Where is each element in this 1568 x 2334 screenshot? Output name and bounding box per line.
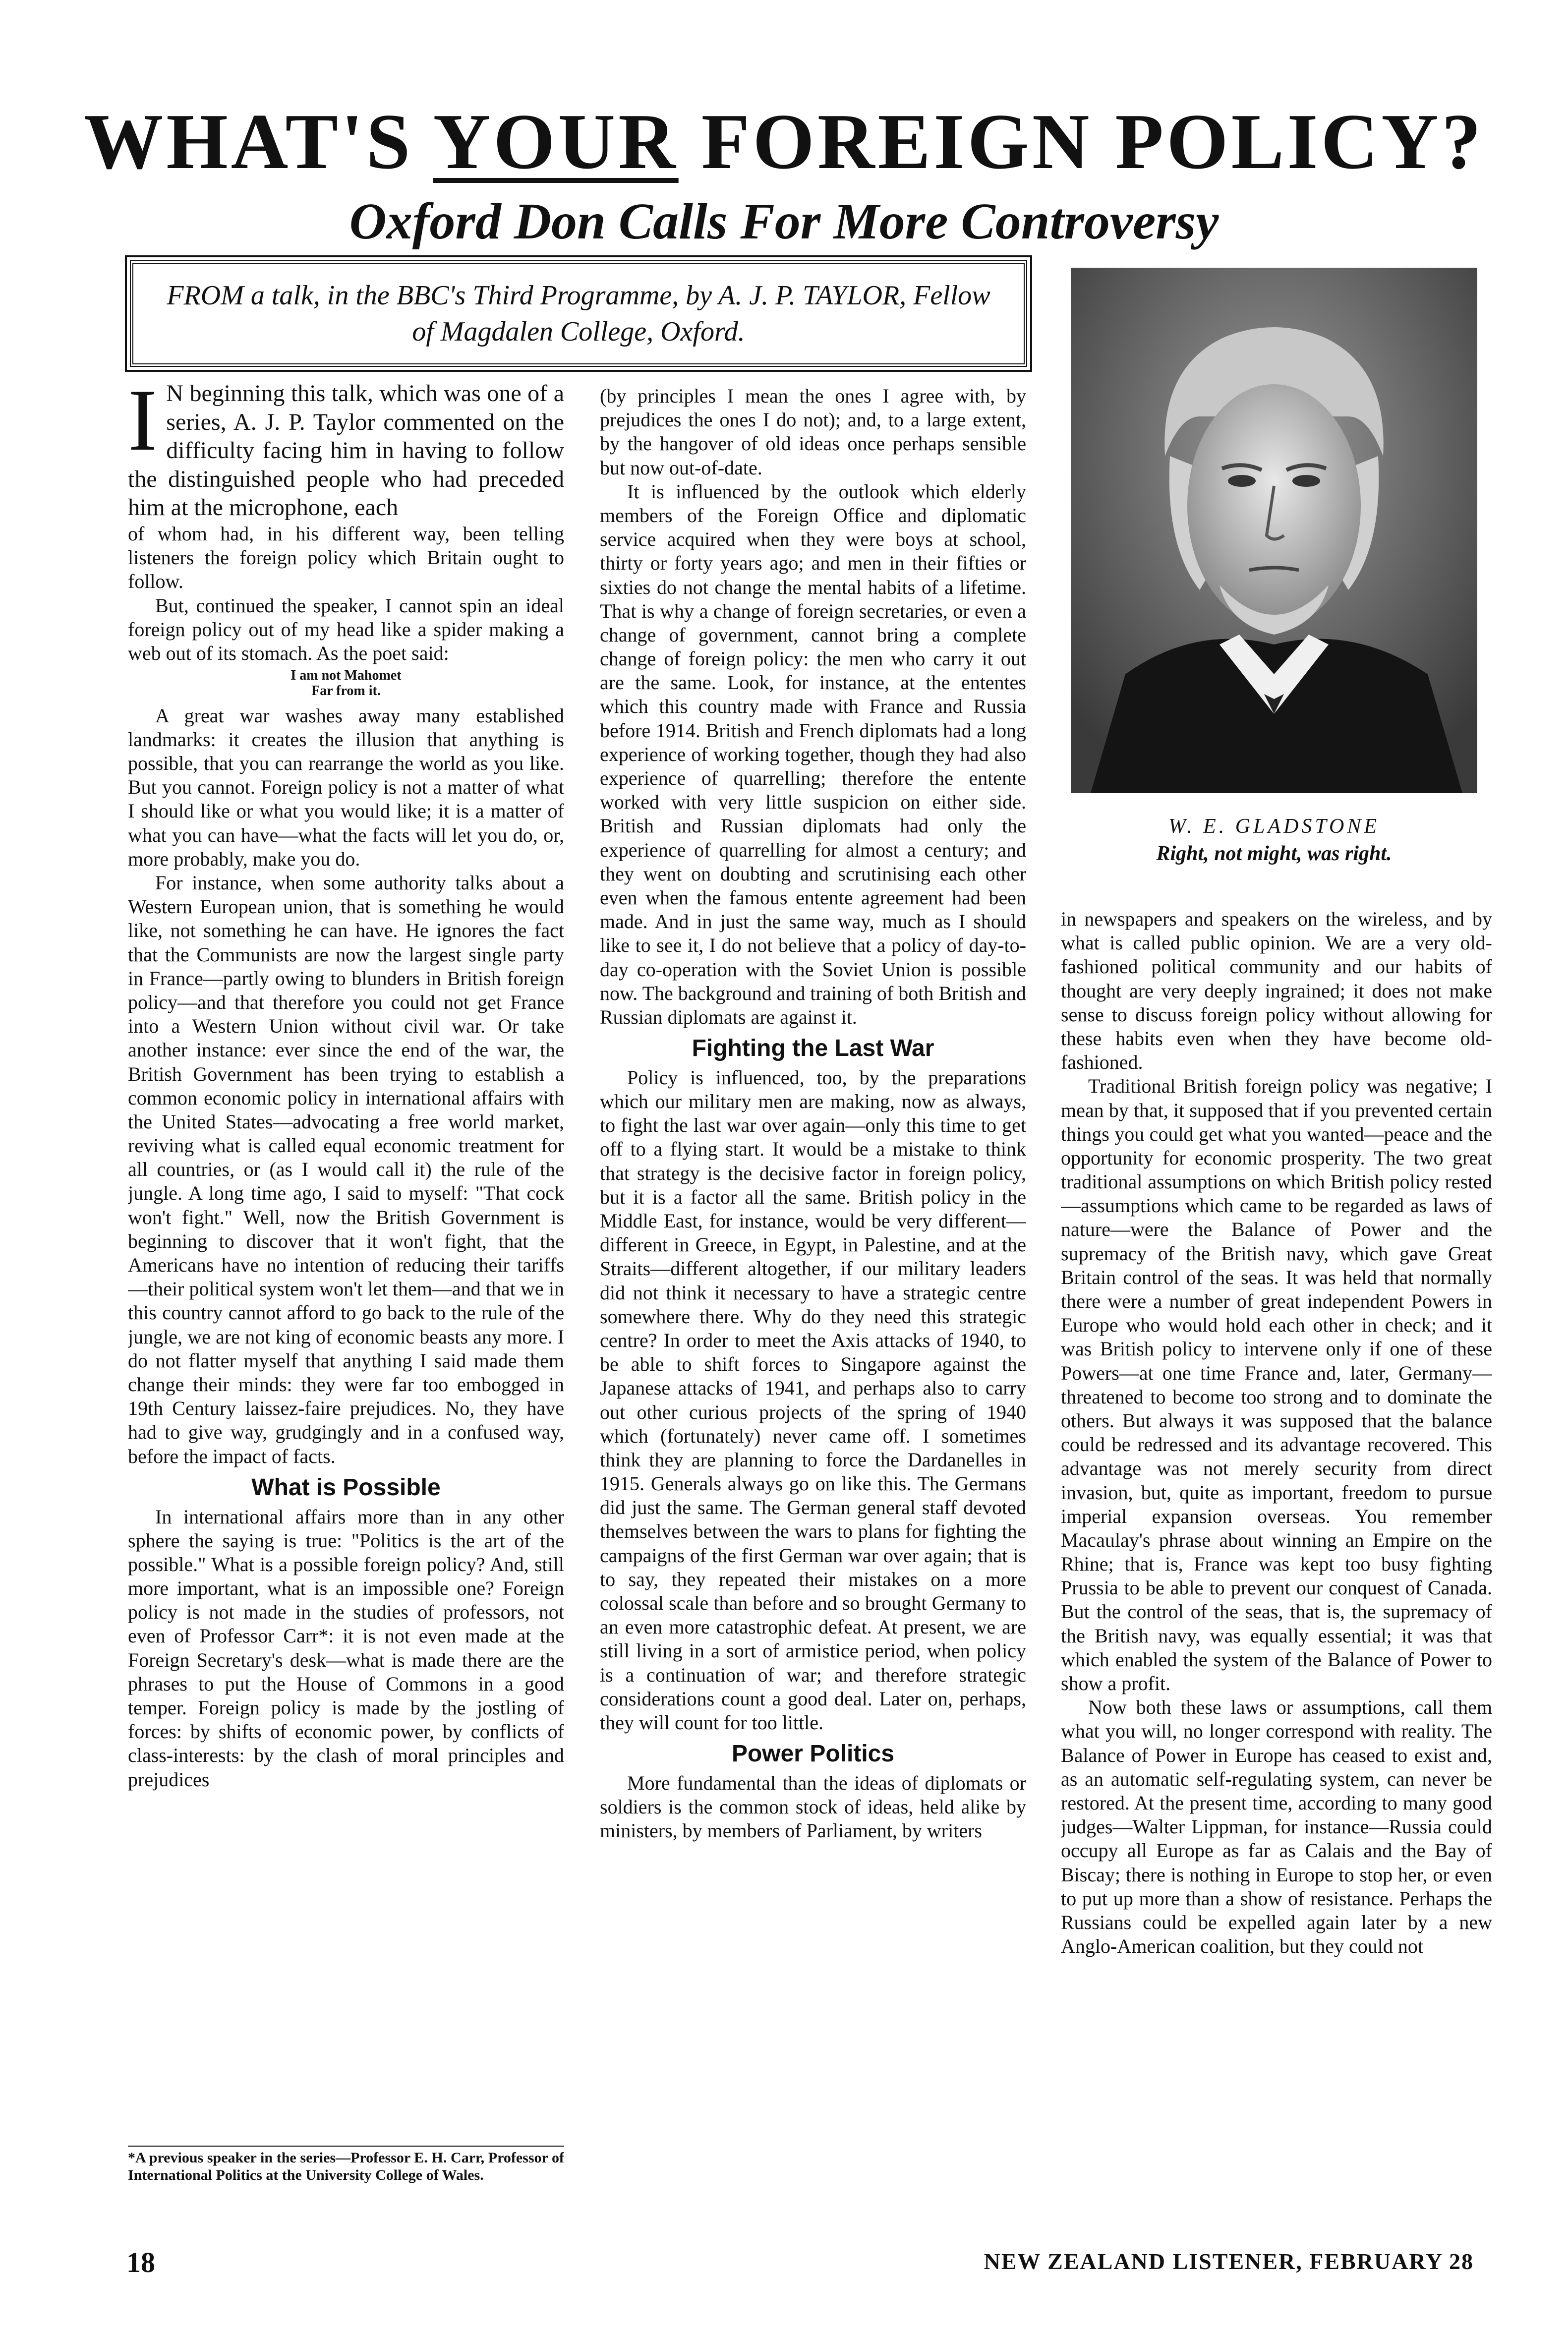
paragraph: Now both these laws or assumptions, call them what you will, no longer correspond with reality. The Balance of Power in Europe has ceased to exist and, as an automatic self-regulating system, can never be restored. At the present time, according to many good judges—Walter Lippman, for instance—Russia could occupy all Europe as far as Calais and the Bay of Biscay; there is nothing in Europe to stop her, or even to put up more than a show of resistance. Perhaps the Russians could be expelled again later by a new Anglo-American coalition, but they could not [1061, 1696, 1492, 1958]
paragraph: More fundamental than the ideas of diplomats or soldiers is the common stock of ideas, held alike by ministers, by members of Parliament, by writers [600, 1771, 1026, 1842]
paragraph: Policy is influenced, too, by the preparations which our military men are making, now as always, to fight the last war over again—only this time to get off to a flying start. It would be a mistake to think that strategy is the decisive factor in foreign policy, but it is a factor all the same. British policy in the Middle East, for instance, would be very different—different in Greece, in Egypt, in Palestine, and at the Straits—different altogether, if our military leaders did not think it necessary to have a strategic centre somewhere there. Why do they need this strategic centre? In order to meet the Axis attacks of 1940, to be able to shift forces to Singapore against the Japanese attacks of 1941, and perhaps also to carry out other curious projects of the spring of 1940 which (fortunately) never came off. I sometimes think they are planning to force the Dardanelles in 1915. Generals always go on like this. The Germans did just the same. The German general staff devoted themselves between the wars to plans for fighting the campaigns of the first German war over again; that is to say, they repeated their mistakes on a more colossal scale than before and so brought Germany to an even more catastrophic defeat. At present, we are still living in a sort of armistice period, when policy is a continuation of war; and therefore strategic considerations count a good deal. Later on, perhaps, they will count for too little. [600, 1066, 1026, 1734]
article-column-3 [1061, 907, 1492, 2196]
headline-underlined: YOUR [433, 97, 679, 185]
drop-cap: I [128, 379, 158, 469]
caption-name: W. E. GLADSTONE [1168, 815, 1380, 838]
publication-line: NEW ZEALAND LISTENER, FEBRUARY 28 [984, 2249, 1474, 2274]
headline [0, 97, 1568, 185]
poem [128, 668, 564, 699]
lead-text: N beginning this talk, which was one of a series, A. J. P. Taylor commented on the difficulty facing him in having to follow the distinguished people who had preceded him at the microphone, each [128, 380, 564, 521]
intro-box [130, 260, 1027, 367]
paragraph: in newspapers and speakers on the wireless, and by what is called public opinion. We are a very old-fashioned political community and our habits of thought are very deeply ingrained; it does not make sense to discuss foreign policy without allowing for these habits even when they have become old-fashioned. [1061, 908, 1492, 1074]
section-heading: Fighting the Last War [692, 1035, 934, 1062]
paragraph: For instance, when some authority talks about a Western European union, that is something he would like, not something he can have. He ignores the fact that the Communists are now the largest single party in France—partly owing to blunders in British foreign policy—and that therefore you could not get France into a Western Union without civil war. Or take another instance: ever since the end of the war, the British Government has been trying to establish a common economic policy in international affairs with the United States—advocating a free world market, reviving what is called equal economic treatment for all countries, or (as I would call it) the rule of the jungle. A long time ago, I said to myself: "That cock won't fight." Well, now the British Government is beginning to discover that it won't fight, that the Americans have no intention of reducing their tariffs—their political system won't let them—and that we in this country cannot afford to go back to the rule of the jungle, we are not king of economic beasts any more. I do not flatter myself that anything I said made them change their minds: they were far too embogged in 19th Century laissez-faire prejudices. No, they have had to give way, grudgingly and in a confused way, before the impact of facts. [128, 872, 564, 1467]
paragraph: (by principles I mean the ones I agree with, by prejudices the ones I do not); and, to a large extent, by the hangover of old ideas once perhaps sensible but now out-of-date. [600, 385, 1026, 479]
section-heading: Power Politics [731, 1741, 895, 1767]
paragraph: Traditional British foreign policy was negative; I mean by that, it supposed that if you prevented certain things you could get what you wanted—peace and the opportunity for economic prosperity. The two great traditional assumptions on which British policy rested—assumptions which came to be regarded as laws of nature—were the Balance of Power and the supremacy of the British navy, which gave Great Britain control of the seas. It was held that normally there were a number of great independent Powers in Europe who would hold each other in check; and it was British policy to intervene only if one of these Powers—at one time France and, later, Germany—threatened to become too strong and to dominate the others. But always it was supposed that the balance could be redressed and its advantage recovered. This advantage was not merely security from direct invasion, but, quite as important, freedom to pursue imperial expansion overseas. You remember Macaulay's phrase about winning an Empire on the Rhine; that is, France was kept too busy fighting Prussia to be able to prevent our conquest of Canada. But the control of the seas, that is, the supremacy of the British navy, was equally essential; it was that which enabled the system of the Balance of Power to show a profit. [1061, 1075, 1492, 1694]
photo-caption [1051, 813, 1497, 867]
subheadline: Oxford Don Calls For More Controversy [349, 193, 1219, 250]
article-column-2 [600, 384, 1026, 2194]
footnote-container [128, 2142, 564, 2206]
intro-text: FROM a talk, in the BBC's Third Programme, by A. J. P. TAYLOR, Fellow of Magdalen College, Oxford. [167, 280, 990, 347]
headline-before: WHAT'S [84, 97, 433, 185]
footnote: *A previous speaker in the series—Professor E. H. Carr, Professor of International Politics at the University College of Wales. [128, 2146, 564, 2184]
poem-line: Far from it. [311, 683, 381, 699]
page-number: 18 [126, 2246, 155, 2278]
paragraph: A great war washes away many established landmarks: it creates the illusion that anything is possible, that you can rearrange the world as you like. But you cannot. Foreign policy is not a matter of what I should like or what you would like; it is a matter of what you can have—what the facts will let you do, or, more probably, make you do. [128, 704, 564, 870]
headline-after: FOREIGN POLICY? [678, 97, 1484, 185]
paragraph: But, continued the speaker, I cannot spin an ideal foreign policy out of my head like a spider making a web out of its stomach. As the poet said: [128, 594, 564, 664]
article-column-1 [128, 379, 564, 2144]
caption-quote: Right, not might, was right. [1156, 842, 1392, 865]
section-heading: What is Possible [251, 1474, 441, 1501]
paragraph: In international affairs more than in any other sphere the saying is true: "Politics is the art of the possible." What is a possible foreign policy? And, still more important, what is an impossible one? Foreign policy is not made in the studies of professors, not even of Professor Carr*: it is not even made at the Foreign Secretary's desk—what is made there are the phrases to put the House of Commons in a good temper. Foreign policy is made by the jostling of forces: by shifts of economic power, by conflicts of class-interests: by the clash of moral principles and prejudices [128, 1505, 564, 1791]
paragraph: It is influenced by the outlook which elderly members of the Foreign Office and diplomatic service acquired when they were boys at school, thirty or forty years ago; and men in their fifties or sixties do not change the mental habits of a lifetime. That is why a change of foreign secretaries, or even a change of government, cannot bring a complete change of foreign policy: the men who carry it out are the same. Look, for instance, at the ententes which this country made with France and Russia before 1914. British and French diplomats had a long experience of working together, though they had also experience of quarrelling; therefore the entente worked with very little suspicion on either side. British and Russian diplomats had only the experience of quarrelling for almost a century; and they went on doubting and scrutinising each other even when the famous entente agreement had been made. And in just the same way, much as I should like to see it, I do not believe that a policy of day-to-day co-operation with the Soviet Union is possible now. The background and training of both British and Russian diplomats are against it. [600, 480, 1026, 1028]
gladstone-portrait [1071, 268, 1477, 793]
poem-line: I am not Mahomet [290, 668, 402, 684]
paragraph: of whom had, in his different way, been telling listeners the foreign policy which Britain ought to follow. [128, 522, 564, 593]
lead-paragraph [128, 379, 564, 522]
